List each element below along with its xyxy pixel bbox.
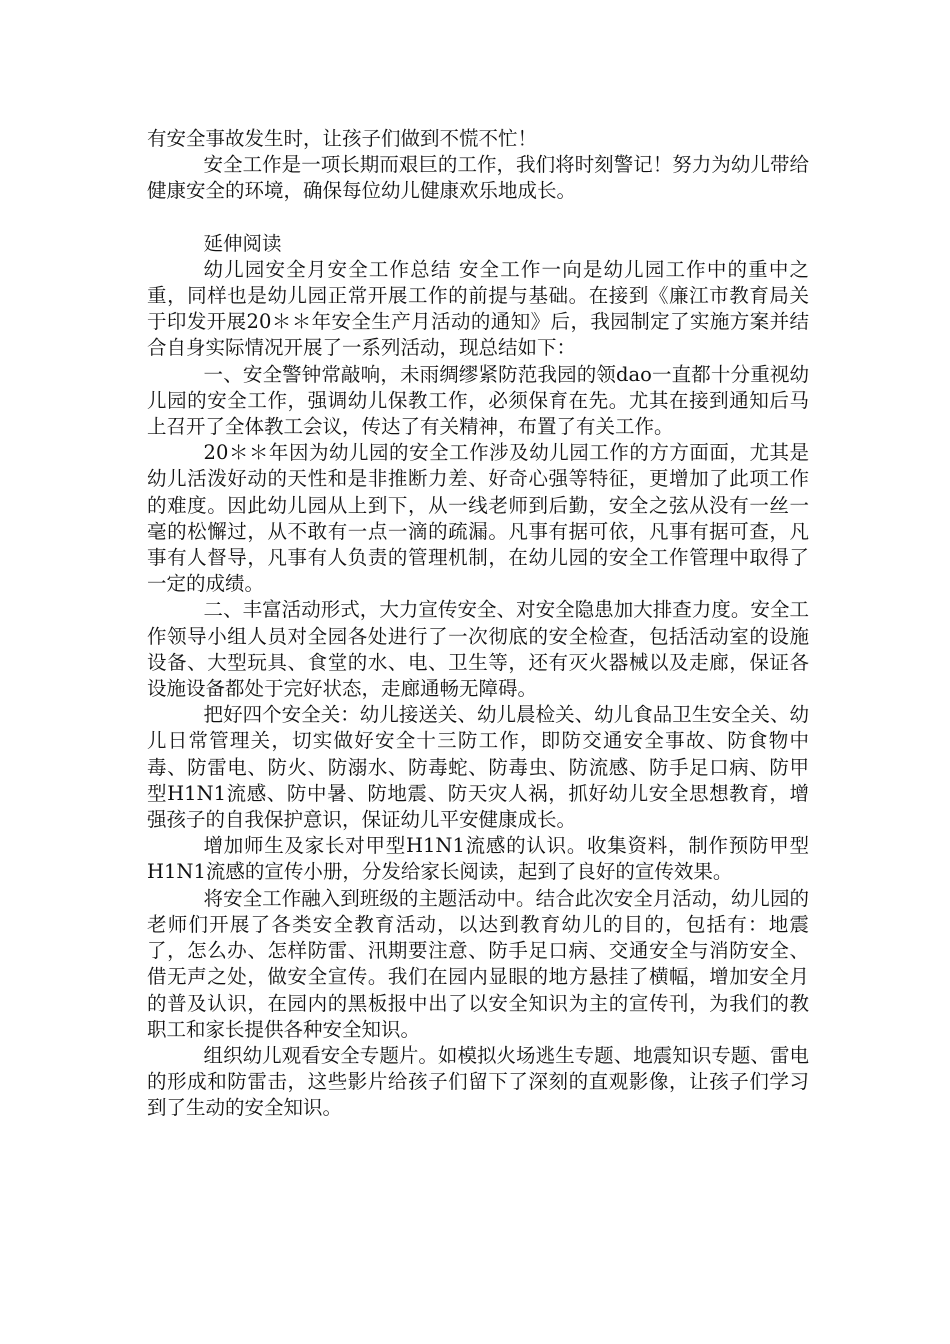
- paragraph-safety-films: 组织幼儿观看安全专题片。如模拟火场逃生专题、地震知识专题、雷电的形成和防雷击，这些影片给孩子们留下了深刻的直观影像，让孩子们学习到了生动的安全知识。: [147, 1043, 809, 1120]
- paragraph-h1n1-awareness: 增加师生及家长对甲型H1N1流感的认识。收集资料，制作预防甲型H1N1流感的宣传小册，分发给家长阅读，起到了良好的宣传效果。: [147, 834, 809, 884]
- paragraph-class-activities: 将安全工作融入到班级的主题活动中。结合此次安全月活动，幼儿园的老师们开展了各类安全教育活动，以达到教育幼儿的目的，包括有：地震了，怎么办、怎样防雷、汛期要注意、防手足口病、交通安全与消防安全、借无声之处，做安全宣传。我们在园内显眼的地方悬挂了横幅，增加安全月的普及认识，在园内的黑板报中出了以安全知识为主的宣传刊，为我们的教职工和家长提供各种安全知识。: [147, 886, 809, 1041]
- document-body: [147, 126, 809, 1122]
- paragraph-part-two: 二、丰富活动形式，大力宣传安全、对安全隐患加大排查力度。安全工作领导小组人员对全园各处进行了一次彻底的安全检查，包括活动室的设施设备、大型玩具、食堂的水、电、卫生等，还有灭火器械以及走廊，保证各设施设备都处于完好状态，走廊通畅无障碍。: [147, 598, 809, 701]
- paragraph-difficulty: 20＊＊年因为幼儿园的安全工作涉及幼儿园工作的方方面面，尤其是幼儿活泼好动的天性和是非推断力差、好奇心强等特征，更增加了此项工作的难度。因此幼儿园从上到下，从一线老师到后勤，安全之弦从没有一丝一毫的松懈过，从不敢有一点一滴的疏漏。凡事有据可依，凡事有据可查，凡事有人督导，凡事有人负责的管理机制，在幼儿园的安全工作管理中取得了一定的成绩。: [147, 441, 809, 596]
- paragraph-four-safety-checks: 把好四个安全关：幼儿接送关、幼儿晨检关、幼儿食品卫生安全关、幼儿日常管理关，切实做好安全十三防工作，即防交通安全事故、防食物中毒、防雷电、防火、防溺水、防毒蛇、防毒虫、防流感、防手足口病、防甲型H1N1流感、防中暑、防地震、防天灾人祸，抓好幼儿安全思想教育，增强孩子的自我保护意识，保证幼儿平安健康成长。: [147, 703, 809, 832]
- paragraph-continuation: 有安全事故发生时，让孩子们做到不慌不忙！: [147, 127, 538, 150]
- paragraph-closing: 安全工作是一项长期而艰巨的工作，我们将时刻警记！努力为幼儿带给健康安全的环境，确保每位幼儿健康欢乐地成长。: [147, 153, 809, 203]
- blank-line: [147, 205, 809, 231]
- section-heading-extended-reading: 延伸阅读: [203, 231, 282, 255]
- paragraph-part-one: 一、安全警钟常敲响，未雨绸缪紧防范我园的领dao一直都十分重视幼儿园的安全工作，强调幼儿保教工作，必须保育在先。尤其在接到通知后马上召开了全体教工会议，传达了有关精神，布置了有关工作。: [147, 362, 809, 439]
- paragraph-summary-intro: 幼儿园安全月安全工作总结 安全工作一向是幼儿园工作中的重中之重，同样也是幼儿园正常开展工作的前提与基础。在接到《廉江市教育局关于印发开展20＊＊年安全生产月活动的通知》后，我园制定了实施方案并结合自身实际情况开展了一系列活动，现总结如下：: [147, 257, 809, 360]
